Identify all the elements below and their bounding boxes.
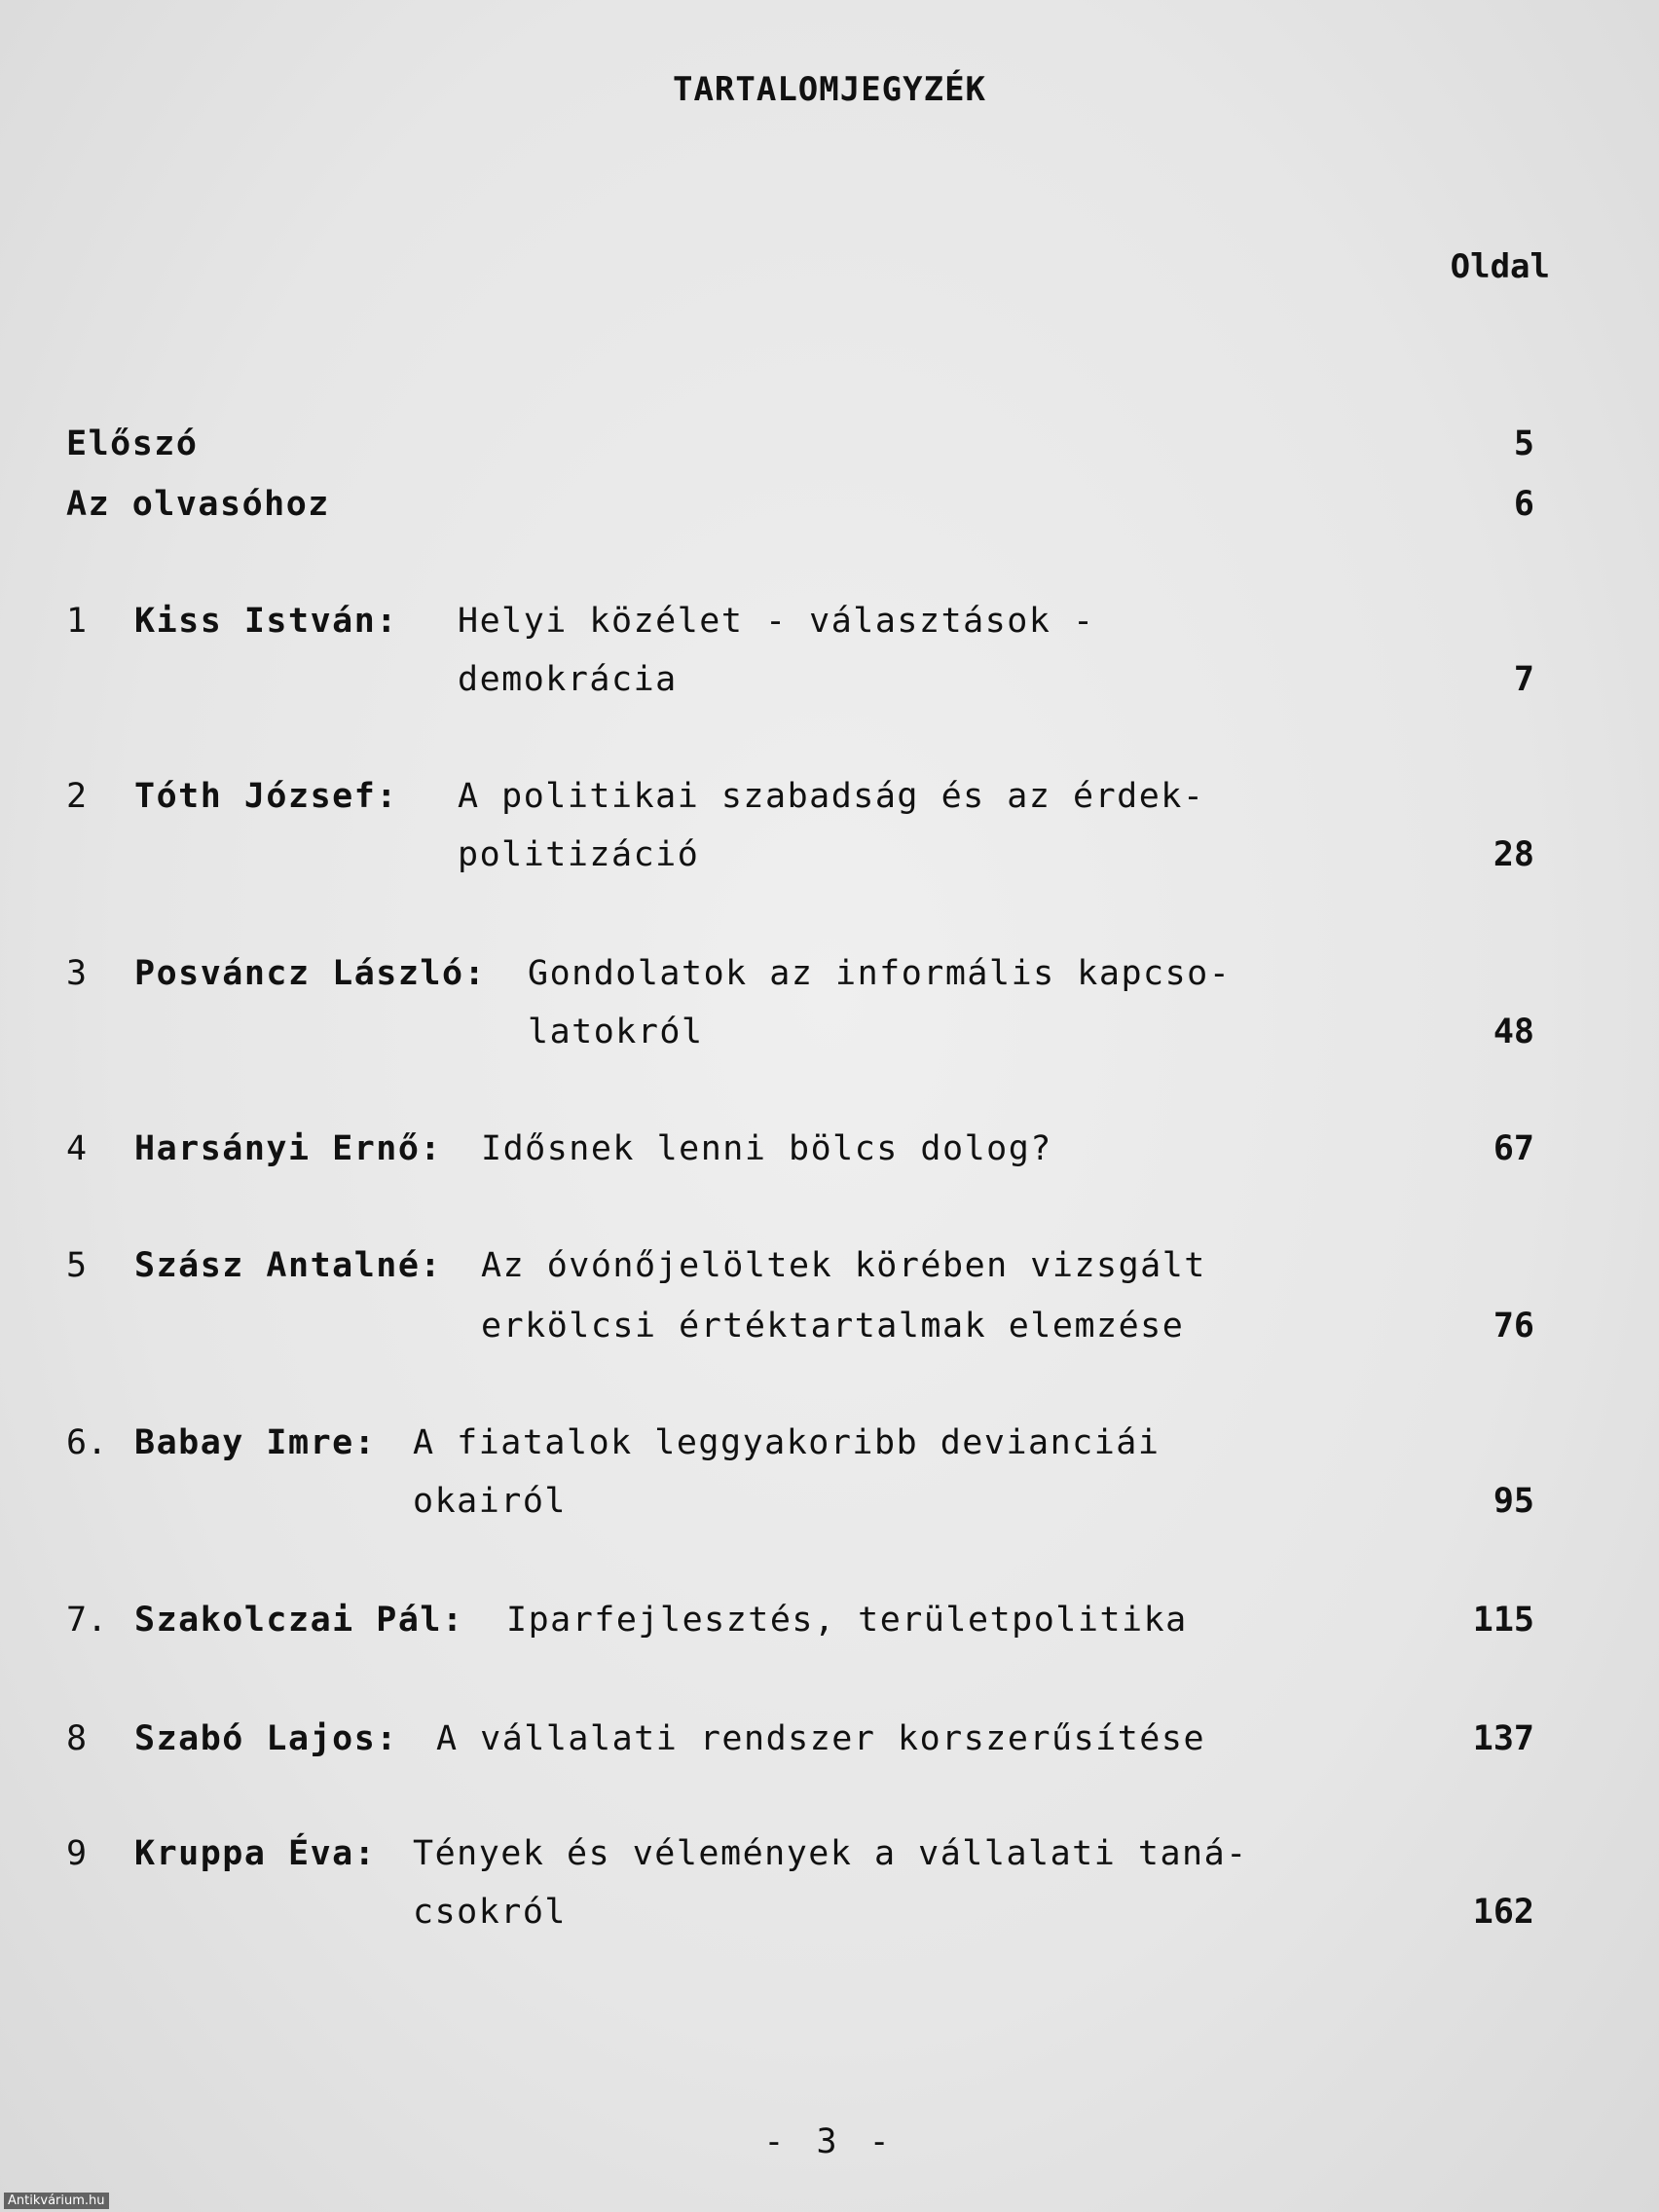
- entry-author: Kruppa Éva:: [134, 1834, 377, 1873]
- entry-author: Szakolczai Pál:: [134, 1601, 464, 1640]
- entry-page: 76: [1493, 1307, 1534, 1346]
- entry-page: 162: [1472, 1893, 1534, 1932]
- entry-page: 48: [1493, 1013, 1534, 1051]
- page-number-footer: - 3 -: [763, 2122, 896, 2161]
- entry-author: Posváncz László:: [134, 954, 487, 993]
- entry-title-line: Iparfejlesztés, területpolitika: [506, 1601, 1188, 1640]
- entry-title-line: politizáció: [458, 835, 700, 874]
- entry-title-line: Helyi közélet - választások -: [458, 602, 1095, 641]
- entry-index: 7.: [66, 1601, 108, 1640]
- front-matter-label: Az olvasóhoz: [66, 485, 330, 524]
- entry-author: Szász Antalné:: [134, 1246, 443, 1285]
- entry-author: Harsányi Ernő:: [134, 1129, 443, 1168]
- entry-title-line: Tények és vélemények a vállalati taná-: [413, 1834, 1248, 1873]
- entry-title-line: erkölcsi értéktartalmak elemzése: [481, 1307, 1185, 1346]
- entry-page: 137: [1472, 1719, 1534, 1758]
- site-watermark: Antikvárium.hu: [4, 2193, 109, 2209]
- entry-page: 95: [1493, 1482, 1534, 1521]
- entry-title-line: Az óvónőjelöltek körében vizsgált: [481, 1246, 1206, 1285]
- entry-page: 67: [1493, 1129, 1534, 1168]
- entry-author: Tóth József:: [134, 777, 398, 816]
- entry-title-line: okairól: [413, 1482, 568, 1521]
- entry-author: Kiss István:: [134, 602, 398, 641]
- entry-index: 4: [66, 1129, 88, 1168]
- entry-index: 2: [66, 777, 88, 816]
- entry-index: 5: [66, 1246, 88, 1285]
- entry-title-line: csokról: [413, 1893, 568, 1932]
- front-matter-page: 5: [1513, 424, 1534, 463]
- entry-index: 6.: [66, 1423, 108, 1462]
- entry-title-line: Gondolatok az informális kapcso-: [528, 954, 1232, 993]
- entry-index: 8: [66, 1719, 88, 1758]
- entry-index: 9: [66, 1834, 88, 1873]
- entry-title-line: A vállalati rendszer korszerűsítése: [436, 1719, 1206, 1758]
- entry-page: 28: [1493, 835, 1534, 874]
- entry-title-line: demokrácia: [458, 660, 678, 699]
- page-column-header: Oldal: [1450, 247, 1550, 286]
- entry-index: 1: [66, 602, 88, 641]
- entry-title-line: A fiatalok leggyakoribb devianciái: [413, 1423, 1161, 1462]
- entry-page: 7: [1513, 660, 1534, 699]
- entry-page: 115: [1472, 1601, 1534, 1640]
- entry-index: 3: [66, 954, 88, 993]
- entry-title-line: Idősnek lenni bölcs dolog?: [481, 1129, 1052, 1168]
- entry-title-line: A politikai szabadság és az érdek-: [458, 777, 1205, 816]
- front-matter-page: 6: [1513, 485, 1534, 524]
- entry-author: Babay Imre:: [134, 1423, 377, 1462]
- entry-title-line: latokról: [528, 1013, 704, 1051]
- front-matter-label: Előszó: [66, 424, 199, 463]
- entry-author: Szabó Lajos:: [134, 1719, 398, 1758]
- page-title: TARTALOMJEGYZÉK: [672, 70, 987, 109]
